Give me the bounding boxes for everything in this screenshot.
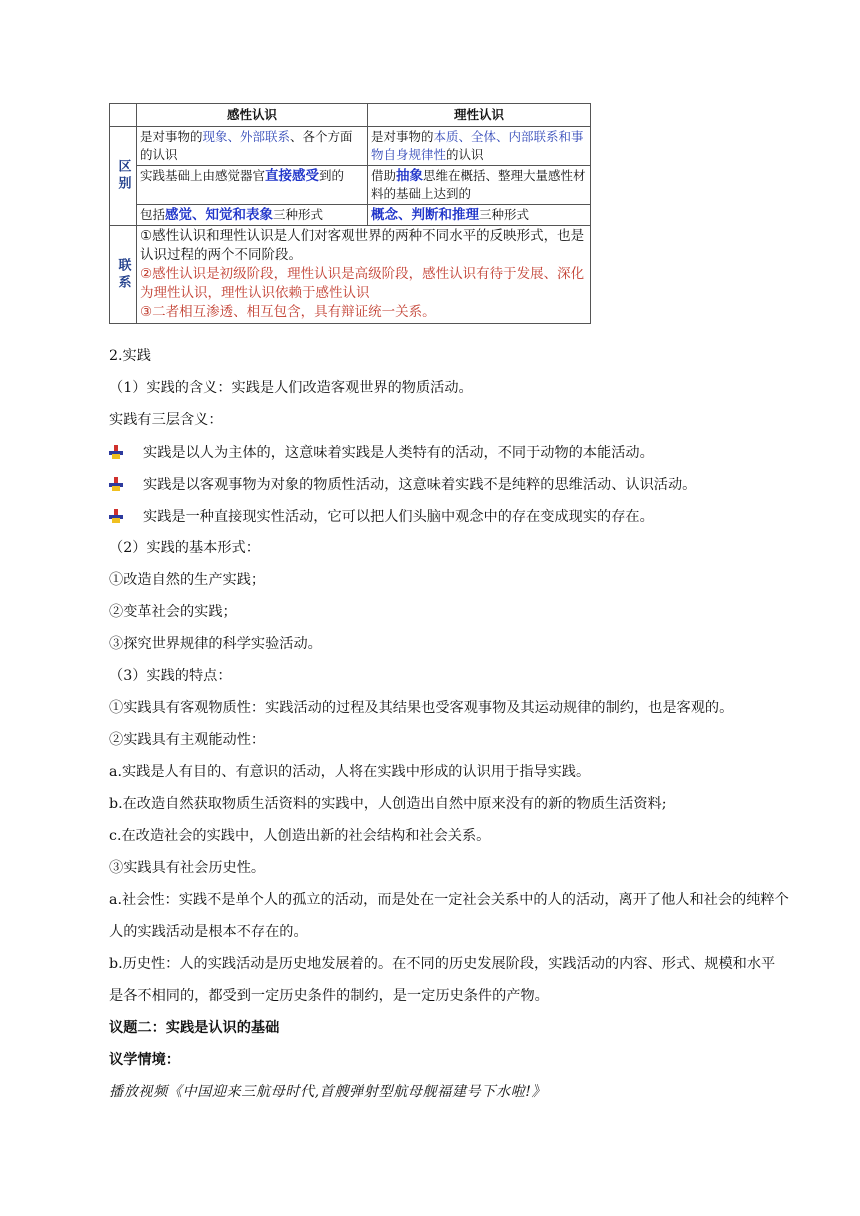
cell-text-segment: 到的: [319, 168, 345, 183]
paragraph: ③实践具有社会历史性。: [109, 860, 266, 876]
header-perceptual: 感性认识: [137, 104, 368, 127]
cell-text-segment: 三种形式: [273, 207, 324, 222]
cell-text-segment: 包括: [140, 207, 166, 222]
table-row: [110, 127, 591, 166]
diff-label: 区别: [110, 127, 137, 226]
cell-text-segment: 是对事物的: [371, 129, 434, 144]
table-header-row: [110, 104, 591, 127]
paragraph: 实践有三层含义：: [109, 412, 223, 428]
header-rational: 理性认识: [368, 104, 591, 127]
bullet-cross-icon: [109, 477, 123, 491]
cell-text-segment: 借助: [371, 168, 397, 183]
bullet-cross-icon: [109, 445, 123, 459]
cell-r1-left: [137, 166, 368, 205]
link-line-2: ②感性认识是初级阶段，理性认识是高级阶段，感性认识有待于发展、深化为理性认识，理性认识依赖于感性认识: [140, 266, 585, 301]
corner-cell: [110, 104, 137, 127]
cell-r2-left: [137, 205, 368, 226]
cell-text-segment: 现象、外部联系: [202, 129, 291, 144]
list-item-text: 实践是以人为主体的，这意味着实践是人类特有的活动，不同于动物的本能活动。: [143, 445, 654, 461]
comparison-table: [109, 103, 591, 324]
cell-text-segment: 直接感受: [265, 168, 320, 184]
paragraph: b.在改造自然获取物质生活资料的实践中，人创造出自然中原来没有的新的物质生活资料;: [109, 796, 667, 812]
paragraph: （1）实践的含义：实践是人们改造客观世界的物质活动。: [109, 380, 473, 396]
list-item-text: 实践是一种直接现实性活动，它可以把人们头脑中观念中的存在变成现实的存在。: [143, 509, 654, 525]
list-item-text: 实践是以客观事物为对象的物质性活动，这意味着实践不是纯粹的思维活动、认识活动。: [143, 477, 697, 493]
link-label: 联系: [110, 226, 137, 324]
paragraph: c.在改造社会的实践中，人创造出新的社会结构和社会关系。: [109, 828, 491, 844]
table-row: [110, 205, 591, 226]
table-row: [110, 226, 591, 324]
list-item: [109, 468, 789, 500]
cell-text-segment: 抽象: [396, 168, 424, 184]
cell-text-segment: 实践基础上由感觉器官: [140, 168, 266, 183]
link-cell: [137, 226, 591, 324]
list-item: [109, 436, 789, 468]
cell-text-segment: 概念、判断和推理: [371, 207, 479, 223]
cell-r0-left: [137, 127, 368, 166]
paragraph: ①改造自然的生产实践；: [109, 572, 266, 588]
paragraph: ③探究世界规律的科学实验活动。: [109, 636, 322, 652]
cell-text-segment: 、各个方面的认识: [140, 129, 353, 162]
paragraph: （3）实践的特点：: [109, 668, 232, 684]
bullet-cross-icon: [109, 509, 123, 523]
cell-r0-right: [368, 127, 591, 166]
table-row: [110, 166, 591, 205]
document-body: [109, 340, 789, 1108]
list-item: [109, 500, 789, 532]
cell-text-segment: 本质、全体、内部联系和事物自身规律性: [371, 129, 584, 162]
cell-r1-right: [368, 166, 591, 205]
link-line-3: ③二者相互渗透、相互包含，具有辩证统一关系。: [140, 304, 436, 320]
paragraph: ②实践具有主观能动性：: [109, 732, 266, 748]
scenario-heading: 议学情境：: [109, 1052, 180, 1068]
cell-r2-right: [368, 205, 591, 226]
paragraph: （2）实践的基本形式：: [109, 540, 260, 556]
paragraph: b.历史性：人的实践活动是历史地发展着的。在不同的历史发展阶段，实践活动的内容、形式、规模和水平是各不相同的，都受到一定历史条件的制约，是一定历史条件的产物。: [109, 956, 776, 1004]
paragraph: a.社会性：实践不是单个人的孤立的活动，而是处在一定社会关系中的人的活动，离开了他人和社会的纯粹个人的实践活动是根本不存在的。: [109, 892, 789, 940]
cell-text-segment: 的认识: [446, 147, 484, 162]
section-heading: 2.实践: [109, 348, 151, 364]
video-line: 播放视频《中国迎来三航母时代,首艘弹射型航母舰福建号下水啦!》: [109, 1084, 547, 1100]
cell-text-segment: 三种形式: [479, 207, 530, 222]
paragraph: ②变革社会的实践；: [109, 604, 237, 620]
paragraph: ①实践具有客观物质性：实践活动的过程及其结果也受客观事物及其运动规律的制约，也是客观的。: [109, 700, 734, 716]
link-line-1: ①感性认识和理性认识是人们对客观世界的两种不同水平的反映形式，也是认识过程的两个不同阶段。: [140, 228, 585, 263]
paragraph: a.实践是人有目的、有意识的活动，人将在实践中形成的认识用于指导实践。: [109, 764, 591, 780]
cell-text-segment: 是对事物的: [140, 129, 203, 144]
topic-heading: 议题二：实践是认识的基础: [109, 1020, 280, 1036]
cell-text-segment: 思维在概括、整理大量感性材料的基础上达到的: [371, 168, 586, 201]
cell-text-segment: 感觉、知觉和表象: [165, 207, 274, 223]
